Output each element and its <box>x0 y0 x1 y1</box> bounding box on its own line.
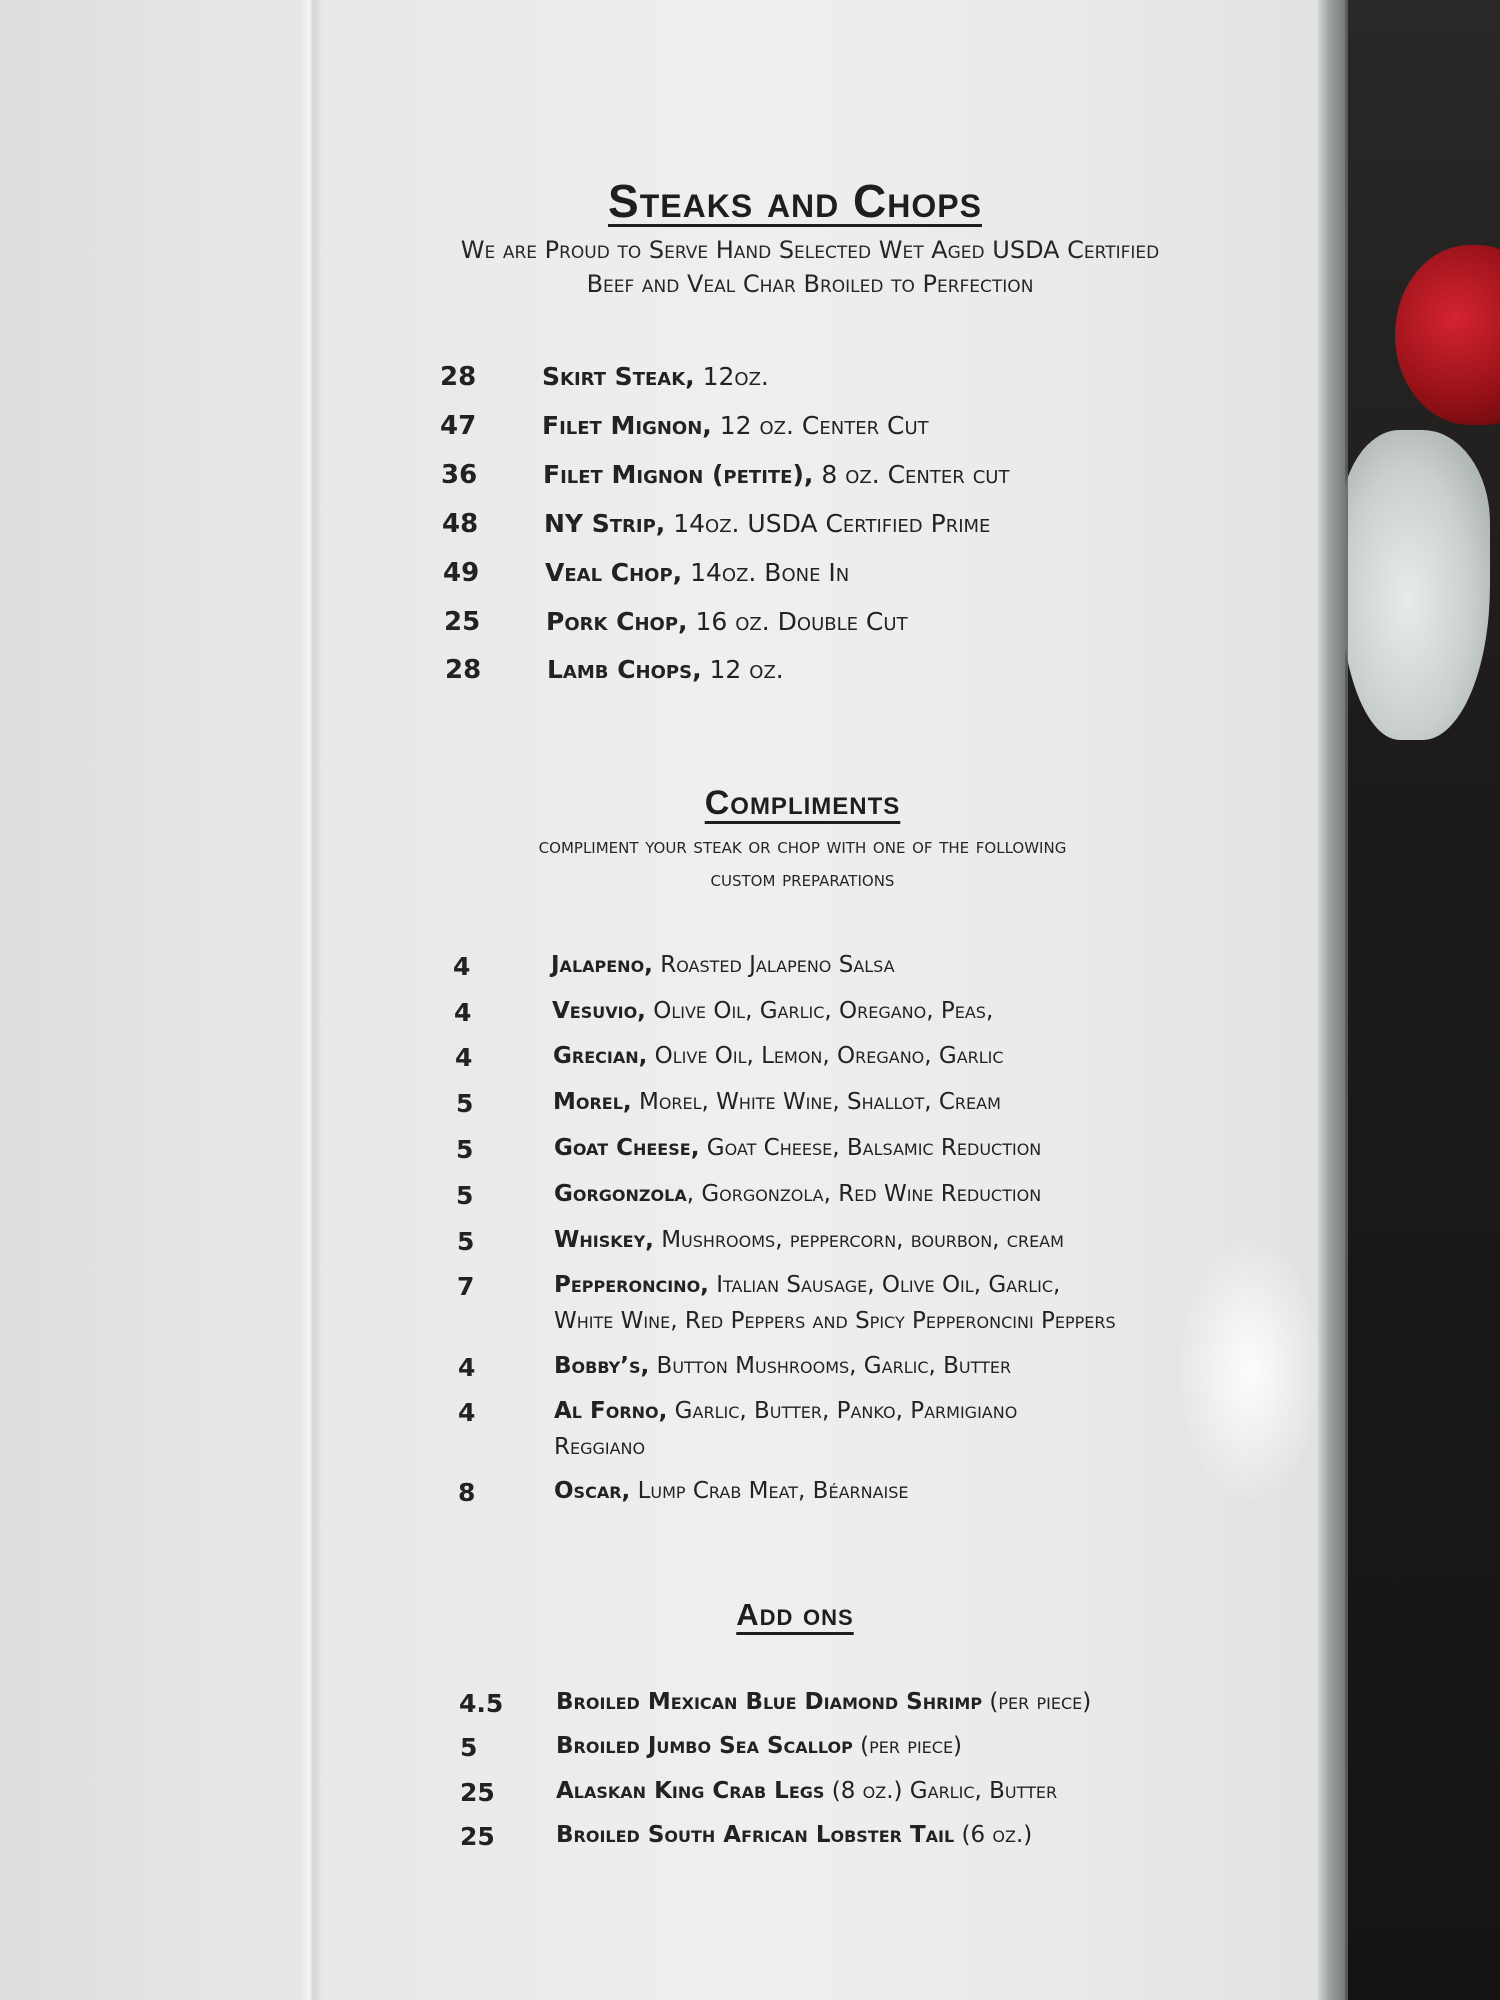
item-description <box>544 509 990 538</box>
item-price: 49 <box>443 558 480 588</box>
item-description <box>542 411 929 440</box>
item-price: 36 <box>441 460 478 490</box>
item-name: Alaskan King Crab Legs <box>556 1778 825 1804</box>
item-name: Morel, <box>553 1089 632 1115</box>
item-price: 4 <box>455 1043 473 1072</box>
item-detail: 12 oz. Center Cut <box>711 411 929 440</box>
item-description <box>547 655 784 684</box>
item-description <box>553 1089 1001 1115</box>
item-price: 25 <box>460 1778 495 1807</box>
item-price: 4.5 <box>459 1689 504 1718</box>
item-description <box>556 1778 1057 1804</box>
item-description <box>543 460 1009 489</box>
item-name: NY Strip, <box>544 509 666 538</box>
item-name: Pork Chop, <box>546 607 688 636</box>
item-detail: Goat Cheese, Balsamic Reduction <box>699 1135 1042 1161</box>
item-description <box>556 1689 1091 1715</box>
item-detail: (per piece) <box>852 1733 963 1759</box>
item-description <box>554 1227 1064 1253</box>
item-detail: Garlic, Butter, Panko, Parmigiano <box>667 1398 1018 1424</box>
steaks-subtitle-line2: Beef and Veal Char Broiled to Perfection <box>586 270 1034 298</box>
item-description <box>554 1353 1011 1379</box>
item-name: Broiled Mexican Blue Diamond Shrimp <box>556 1689 983 1715</box>
item-name: Oscar, <box>554 1478 631 1504</box>
compliments-subtitle-line2: custom preparations <box>710 867 895 891</box>
item-name: Broiled South African Lobster Tail <box>556 1822 955 1848</box>
white-vase <box>1340 430 1490 740</box>
item-detail: 8 oz. Center cut <box>813 460 1010 489</box>
item-detail: 12 oz. <box>701 655 784 684</box>
item-price: 4 <box>458 1353 476 1382</box>
item-name: Gorgonzola <box>554 1181 687 1207</box>
item-detail: Olive Oil, Garlic, Oregano, Peas, <box>645 998 994 1024</box>
item-price: 28 <box>445 655 482 685</box>
item-detail-continued: Reggiano <box>554 1434 646 1460</box>
item-description <box>545 558 849 587</box>
item-price: 7 <box>457 1272 475 1301</box>
item-description <box>554 1398 1017 1424</box>
item-detail: (8 oz.) Garlic, Butter <box>824 1778 1058 1804</box>
item-name: Veal Chop, <box>545 558 683 587</box>
item-price: 8 <box>458 1478 476 1507</box>
item-detail: (per piece) <box>982 1689 1092 1715</box>
item-price: 28 <box>440 362 477 392</box>
item-name: Whiskey, <box>554 1227 654 1253</box>
item-detail: 14oz. USDA Certified Prime <box>665 509 991 538</box>
item-description <box>553 1043 1004 1069</box>
item-price: 5 <box>460 1733 478 1762</box>
item-detail: 14oz. Bone In <box>682 558 850 587</box>
item-price: 25 <box>460 1822 495 1851</box>
item-detail: (6 oz.) <box>954 1822 1033 1848</box>
item-price: 4 <box>453 952 471 981</box>
item-price: 48 <box>442 509 479 539</box>
item-price: 5 <box>456 1181 474 1210</box>
item-description <box>554 1135 1041 1161</box>
steaks-subtitle-line1: We are Proud to Serve Hand Selected Wet Aged USDA Certified <box>460 236 1160 264</box>
item-name: Broiled Jumbo Sea Scallop <box>556 1733 853 1759</box>
item-price: 5 <box>456 1089 474 1118</box>
item-detail: , Gorgonzola, Red Wine Reduction <box>686 1181 1042 1207</box>
item-detail-continued: White Wine, Red Peppers and Spicy Pepperoncini Peppers <box>554 1308 1116 1334</box>
item-name: Al Forno, <box>554 1398 668 1424</box>
item-name: Filet Mignon, <box>542 411 712 440</box>
steaks-title: Steaks and Chops <box>608 175 982 227</box>
addons-title: Add ons <box>736 1597 854 1632</box>
item-detail: Morel, White Wine, Shallot, Cream <box>631 1089 1001 1115</box>
item-name: Lamb Chops, <box>547 655 702 684</box>
light-glare <box>1180 1240 1320 1500</box>
item-description <box>546 607 908 636</box>
item-detail: Olive Oil, Lemon, Oregano, Garlic <box>647 1043 1004 1069</box>
item-description <box>554 1478 909 1504</box>
item-description <box>542 362 769 391</box>
item-name: Vesuvio, <box>552 998 646 1024</box>
item-price: 5 <box>457 1227 475 1256</box>
item-description <box>554 1272 1060 1298</box>
item-price: 4 <box>458 1398 476 1427</box>
item-detail: 12oz. <box>694 362 769 391</box>
item-name: Pepperoncino, <box>554 1272 709 1298</box>
item-description <box>556 1822 1032 1848</box>
item-price: 47 <box>440 411 477 441</box>
item-name: Filet Mignon (petite), <box>543 460 814 489</box>
item-description <box>552 998 993 1024</box>
item-price: 4 <box>454 998 472 1027</box>
item-name: Grecian, <box>553 1043 648 1069</box>
item-detail: Lump Crab Meat, Béarnaise <box>630 1478 909 1504</box>
item-description <box>556 1733 962 1759</box>
item-description <box>554 1181 1041 1207</box>
item-price: 5 <box>456 1135 474 1164</box>
item-name: Goat Cheese, <box>554 1135 700 1161</box>
item-detail: Roasted Jalapeno Salsa <box>652 952 895 978</box>
item-description <box>551 952 895 978</box>
item-price: 25 <box>444 607 481 637</box>
item-name: Jalapeno, <box>551 952 653 978</box>
item-name: Bobby’s, <box>554 1353 650 1379</box>
item-detail: Italian Sausage, Olive Oil, Garlic, <box>708 1272 1061 1298</box>
item-detail: Button Mushrooms, Garlic, Butter <box>649 1353 1012 1379</box>
item-detail: Mushrooms, peppercorn, bourbon, cream <box>653 1227 1064 1253</box>
compliments-title: Compliments <box>704 784 901 822</box>
item-detail: 16 oz. Double Cut <box>687 607 908 636</box>
compliments-subtitle-line1: compliment your steak or chop with one of the following <box>538 834 1067 858</box>
item-name: Skirt Steak, <box>542 362 695 391</box>
